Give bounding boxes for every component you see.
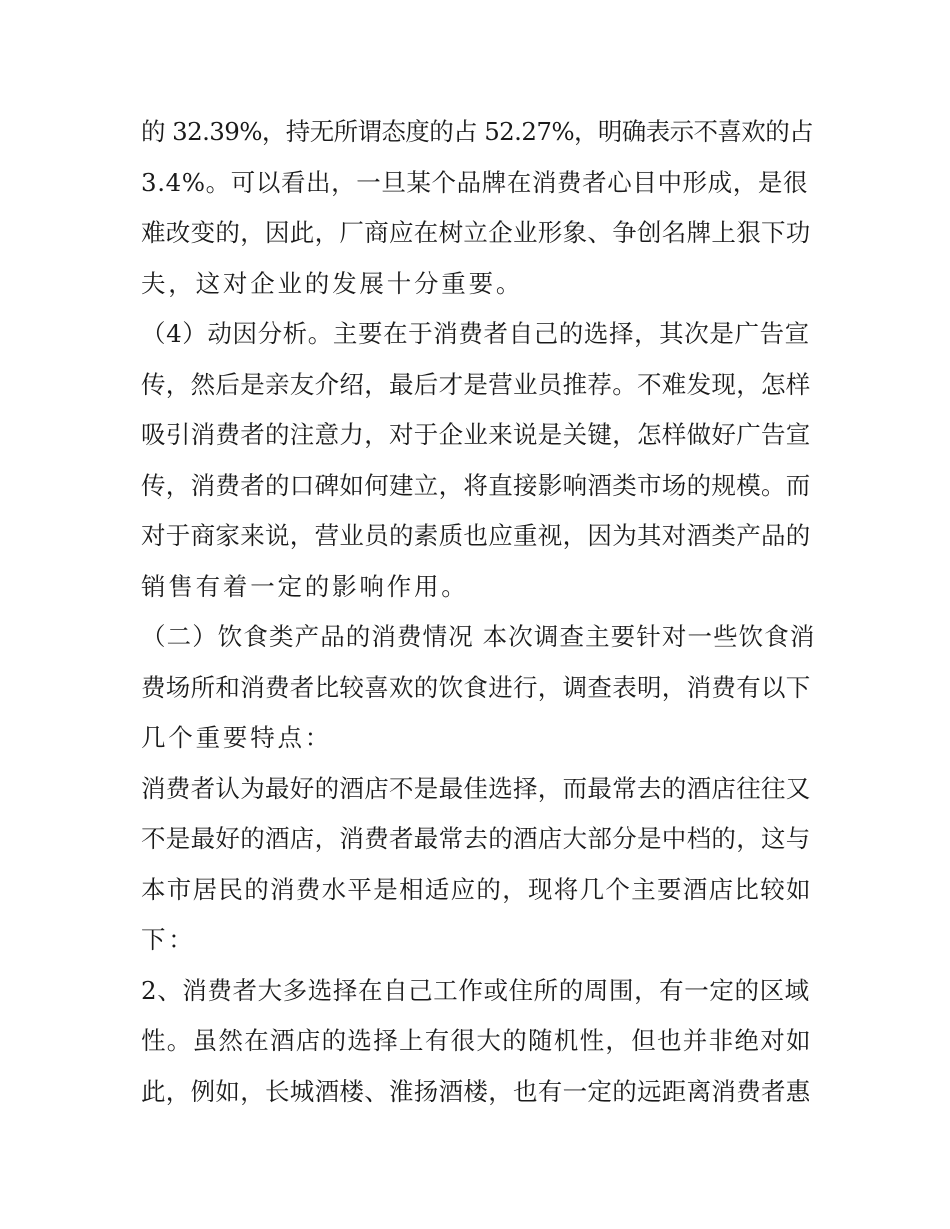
text-line: 的 32.39%，持无所谓态度的占 52.27%，明确表示不喜欢的占 bbox=[141, 117, 814, 146]
text-line: 难改变的，因此，厂商应在树立企业形象、争创名牌上狠下功 bbox=[141, 218, 811, 247]
text-line: 费场所和消费者比较喜欢的饮食进行，调查表明，消费有以下 bbox=[141, 672, 811, 702]
text-line: 性。虽然在酒店的选择上有很大的随机性，但也并非绝对如 bbox=[141, 1026, 812, 1055]
text-line: 几个重要特点： bbox=[141, 723, 333, 752]
text-line: （二）饮食类产品的消费情况 本次调查主要针对一些饮食消 bbox=[141, 622, 816, 651]
text-line: 下： bbox=[141, 925, 196, 954]
text-line: 吸引消费者的注意力，对于企业来说是关键，怎样做好广告宣 bbox=[141, 420, 811, 449]
text-line: 3.4%。可以看出，一旦某个品牌在消费者心目中形成，是很 bbox=[141, 167, 809, 197]
text-line: 消费者认为最好的酒店不是最佳选择，而最常去的酒店往往又 bbox=[141, 773, 811, 803]
text-line: 传，消费者的口碑如何建立，将直接影响酒类市场的规模。而 bbox=[141, 470, 811, 500]
text-line: 对于商家来说，营业员的素质也应重视，因为其对酒类产品的 bbox=[141, 521, 811, 550]
text-line: 此，例如，长城酒楼、淮扬酒楼，也有一定的远距离消费者惠 bbox=[141, 1076, 811, 1106]
text-line: 本市居民的消费水平是相适应的，现将几个主要酒店比较如 bbox=[141, 874, 812, 904]
text-line: 夫，这对企业的发展十分重要。 bbox=[141, 268, 524, 298]
body-text bbox=[141, 107, 821, 1117]
text-line: （4）动因分析。主要在于消费者自己的选择，其次是广告宣 bbox=[141, 319, 810, 348]
text-line: 销售有着一定的影响作用。 bbox=[141, 571, 469, 601]
text-line: 2、消费者大多选择在自己工作或住所的周围，有一定的区域 bbox=[141, 975, 810, 1005]
text-line: 传，然后是亲友介绍，最后才是营业员推荐。不难发现，怎样 bbox=[141, 369, 811, 399]
text-line: 不是最好的酒店，消费者最常去的酒店大部分是中档的，这与 bbox=[141, 824, 811, 853]
